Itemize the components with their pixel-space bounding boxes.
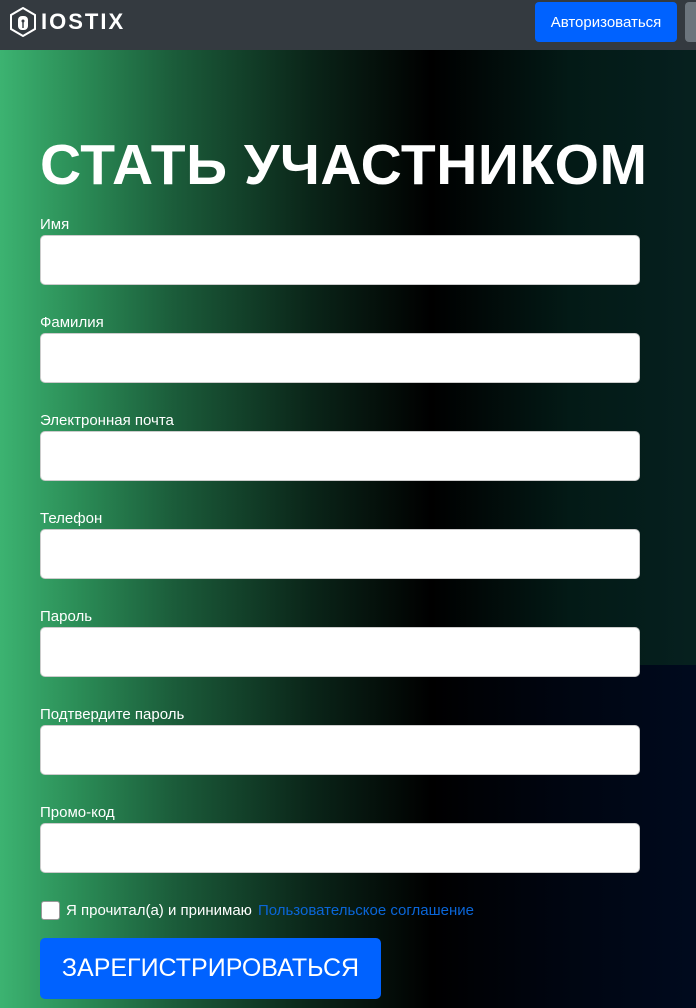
- field-label: Промо-код: [40, 804, 115, 821]
- first-name-field: [40, 216, 640, 285]
- logo-text: IOSTIX: [41, 9, 126, 34]
- logo[interactable]: [10, 7, 125, 37]
- confirm-password-field: [40, 706, 640, 775]
- email-input[interactable]: [40, 431, 640, 481]
- agreement-text: Я прочитал(а) и принимаю: [66, 902, 252, 919]
- field-label: Имя: [40, 216, 70, 233]
- promo-code-field: [40, 804, 640, 873]
- email-field: [40, 412, 640, 481]
- field-label: Пароль: [40, 608, 93, 625]
- navbar: [0, 0, 696, 50]
- field-label: Фамилия: [40, 314, 104, 331]
- confirm-password-input[interactable]: [40, 725, 640, 775]
- agreement-checkbox[interactable]: [41, 901, 60, 920]
- field-label: Телефон: [40, 510, 103, 527]
- password-input[interactable]: [40, 627, 640, 677]
- agreement-row: [41, 901, 474, 920]
- password-field: [40, 608, 640, 677]
- register-button[interactable]: ЗАРЕГИСТРИРОВАТЬСЯ: [40, 938, 381, 999]
- page-title: СТАТЬ УЧАСТНИКОМ: [40, 133, 648, 197]
- user-agreement-link[interactable]: Пользовательское соглашение: [257, 902, 474, 919]
- logo-hexagon-icon: [10, 7, 36, 37]
- secondary-button[interactable]: [685, 2, 696, 42]
- field-label: Подтвердите пароль: [40, 706, 185, 723]
- first-name-input[interactable]: [40, 235, 640, 285]
- last-name-field: [40, 314, 640, 383]
- login-button[interactable]: Авторизоваться: [535, 2, 677, 42]
- field-label: Электронная почта: [40, 412, 174, 429]
- promo-code-input[interactable]: [40, 823, 640, 873]
- phone-input[interactable]: [40, 529, 640, 579]
- last-name-input[interactable]: [40, 333, 640, 383]
- phone-field: [40, 510, 640, 579]
